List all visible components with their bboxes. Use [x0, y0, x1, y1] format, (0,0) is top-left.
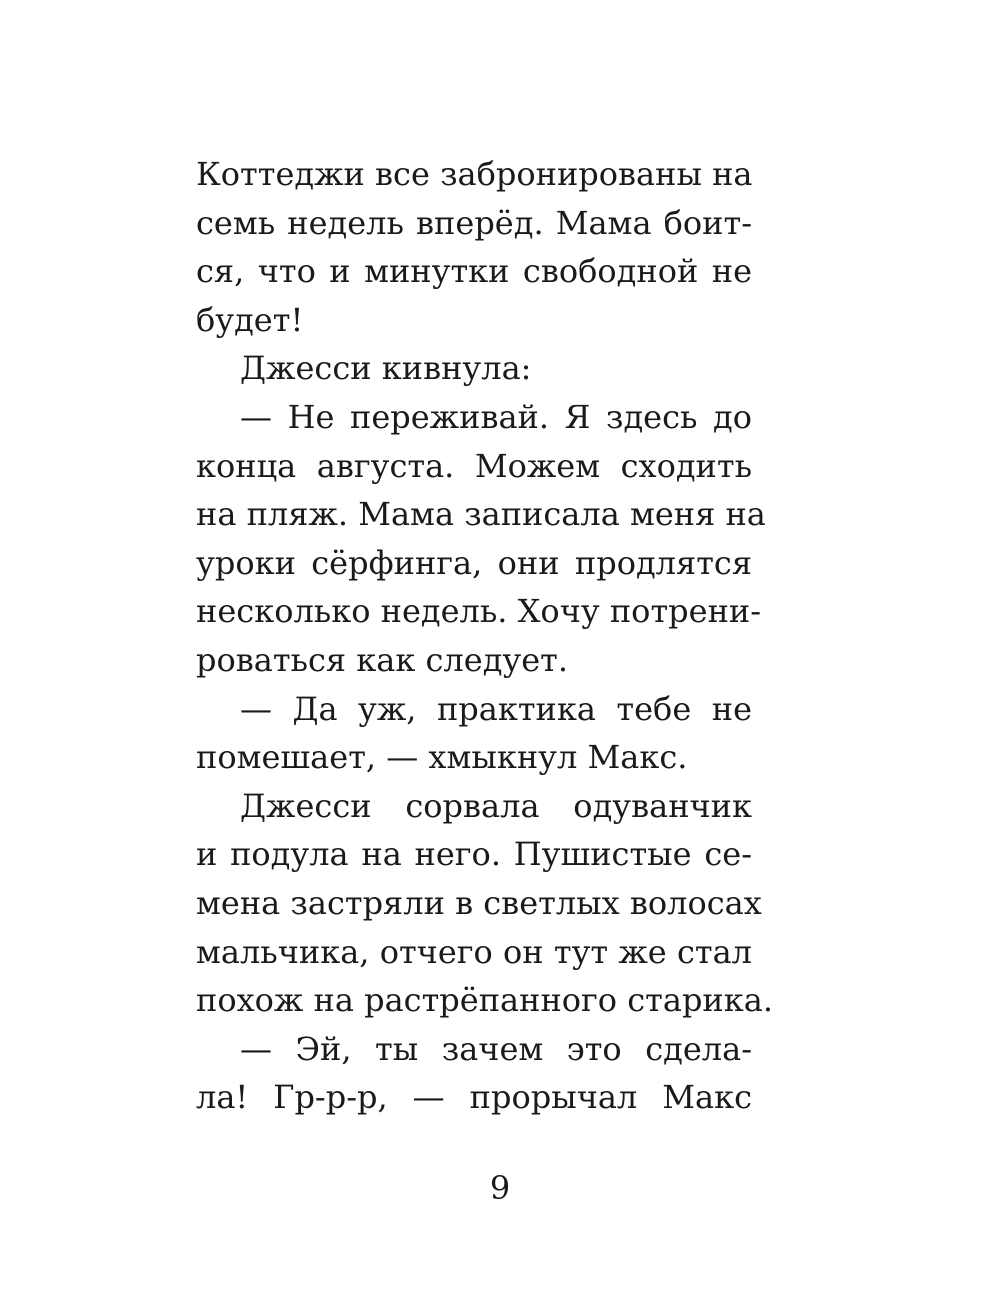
- body-text: [196, 150, 773, 1122]
- page-number: 9: [489, 1169, 511, 1207]
- text-line: Джесси сорвала одуванчик: [240, 786, 752, 825]
- text-line: — Не переживай. Я здесь до: [240, 397, 752, 436]
- text-line: роваться как следует.: [196, 640, 569, 679]
- text-line: помешает, — хмыкнул Макс.: [196, 738, 688, 777]
- text-line: будет!: [196, 300, 304, 339]
- text-line: семь недель вперёд. Мама боит-: [196, 203, 752, 242]
- text-line: — Да уж, практика тебе не: [240, 689, 752, 728]
- text-line: — Эй, ты зачем это сдела-: [240, 1029, 752, 1068]
- text-line: мена застряли в светлых волосах: [196, 883, 762, 922]
- text-line: несколько недель. Хочу потрени-: [196, 592, 762, 631]
- text-line: похож на растрёпанного старика.: [196, 981, 773, 1020]
- text-line: ся, что и минутки свободной не: [196, 252, 752, 291]
- text-line: мальчика, отчего он тут же стал: [196, 932, 752, 971]
- text-line: Коттеджи все забронированы на: [196, 155, 753, 193]
- text-line: уроки сёрфинга, они продлятся: [196, 543, 752, 582]
- text-line: конца августа. Можем сходить: [196, 446, 752, 485]
- text-line: Джесси кивнула:: [240, 349, 532, 388]
- text-line: ла! Гр-р-р, — прорычал Макс: [196, 1078, 752, 1117]
- text-line: и подула на него. Пушистые се-: [196, 835, 752, 874]
- text-line: на пляж. Мама записала меня на: [196, 495, 766, 534]
